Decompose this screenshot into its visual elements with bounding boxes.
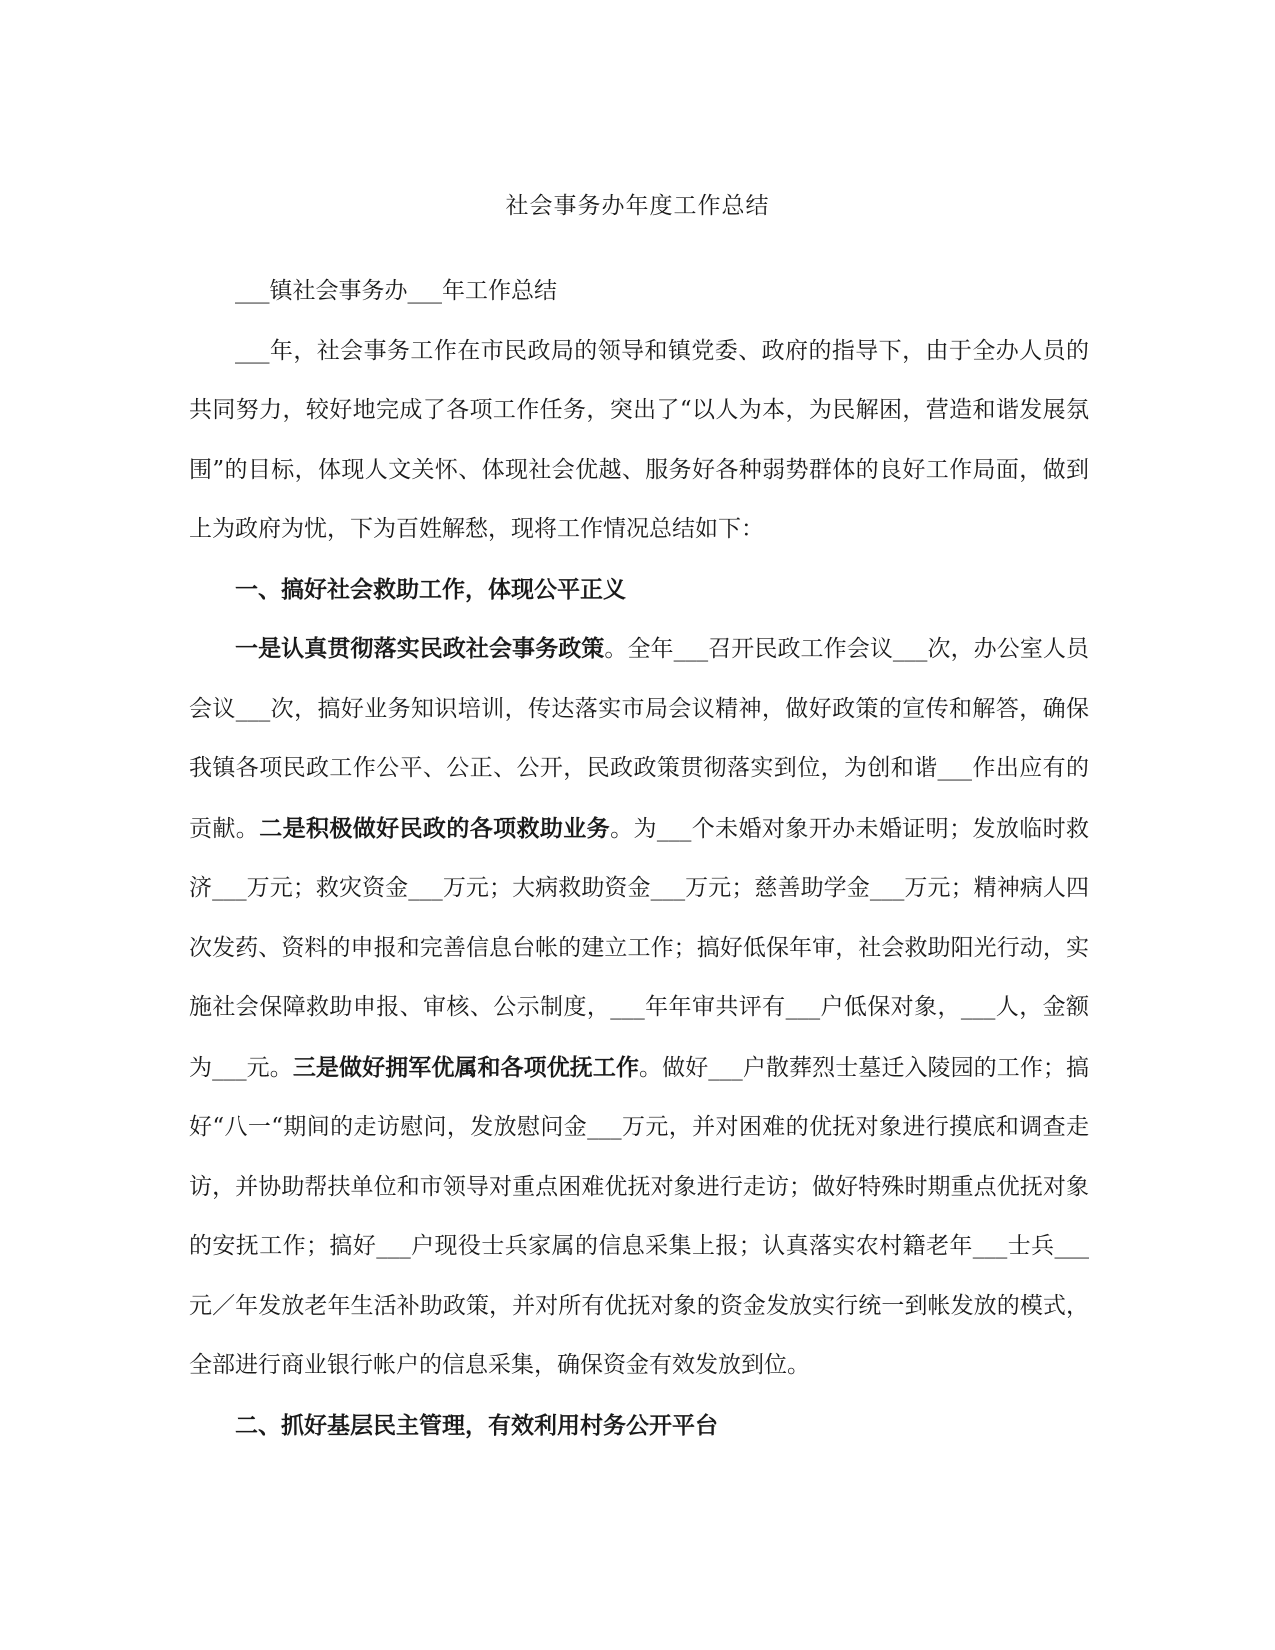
item-1-text: 。全年___召开民政工作会议___次，办公室人员会议___次，搞好业务知识培训，传达落实市局会议精神，做好政策的宣传和解答，确保我镇各项民政工作公平、公正、公开，民政政策贯彻落实到位，为创和谐___作出应有的贡献。 xyxy=(189,636,1090,842)
document-body xyxy=(189,262,1089,1455)
section-2-heading: 二、抓好基层民主管理，有效利用村务公开平台 xyxy=(235,1411,718,1439)
section-1-heading: 一、搞好社会救助工作，体现公平正义 xyxy=(235,575,626,603)
section-1-paragraph xyxy=(189,619,1089,1396)
item-2-lead: 二是积极做好民政的各项救助业务 xyxy=(259,814,611,842)
item-3-lead: 三是做好拥军优属和各项优抚工作 xyxy=(292,1053,640,1081)
intro-paragraph: ___年，社会事务工作在市民政局的领导和镇党委、政府的指导下，由于全办人员的共同努力，较好地完成了各项工作任务，突出了“以人为本，为民解困，营造和谐发展氛围”的目标，体现人文关怀、体现社会优越、服务好各种弱势群体的良好工作局面，做到上为政府为忧，下为百姓解愁，现将工作情况总结如下： xyxy=(189,337,1089,542)
document-subtitle: ___镇社会事务办___年工作总结 xyxy=(235,278,557,304)
item-2-text: 。为___个未婚对象开办未婚证明；发放临时救济___万元；救灾资金___万元；大病救助资金___万元；慈善助学金___万元；精神病人四次发药、资料的申报和完善信息台帐的建立工作；搞好低保年审，社会救助阳光行动，实施社会保障救助申报、审核、公示制度，___年年审共评有___户低保对象，___人，金额为___元。 xyxy=(189,815,1090,1081)
item-1-lead: 一是认真贯彻落实民政社会事务政策 xyxy=(235,635,605,662)
document-title: 社会事务办年度工作总结 xyxy=(505,193,770,219)
item-3-text: 。做好___户散葬烈士墓迁入陵园的工作；搞好“八一“期间的走访慰问，发放慰问金___万元，并对困难的优抚对象进行摸底和调查走访，并协助帮扶单位和市领导对重点困难优抚对象进行走访；做好特殊时期重点优抚对象的安抚工作；搞好___户现役士兵家属的信息采集上报；认真落实农村籍老年___士兵___元／年发放老年生活补助政策，并对所有优抚对象的资金发放实行统一到帐发放的模式，全部进行商业银行帐户的信息采集，确保资金有效发放到位。 xyxy=(189,1054,1090,1378)
